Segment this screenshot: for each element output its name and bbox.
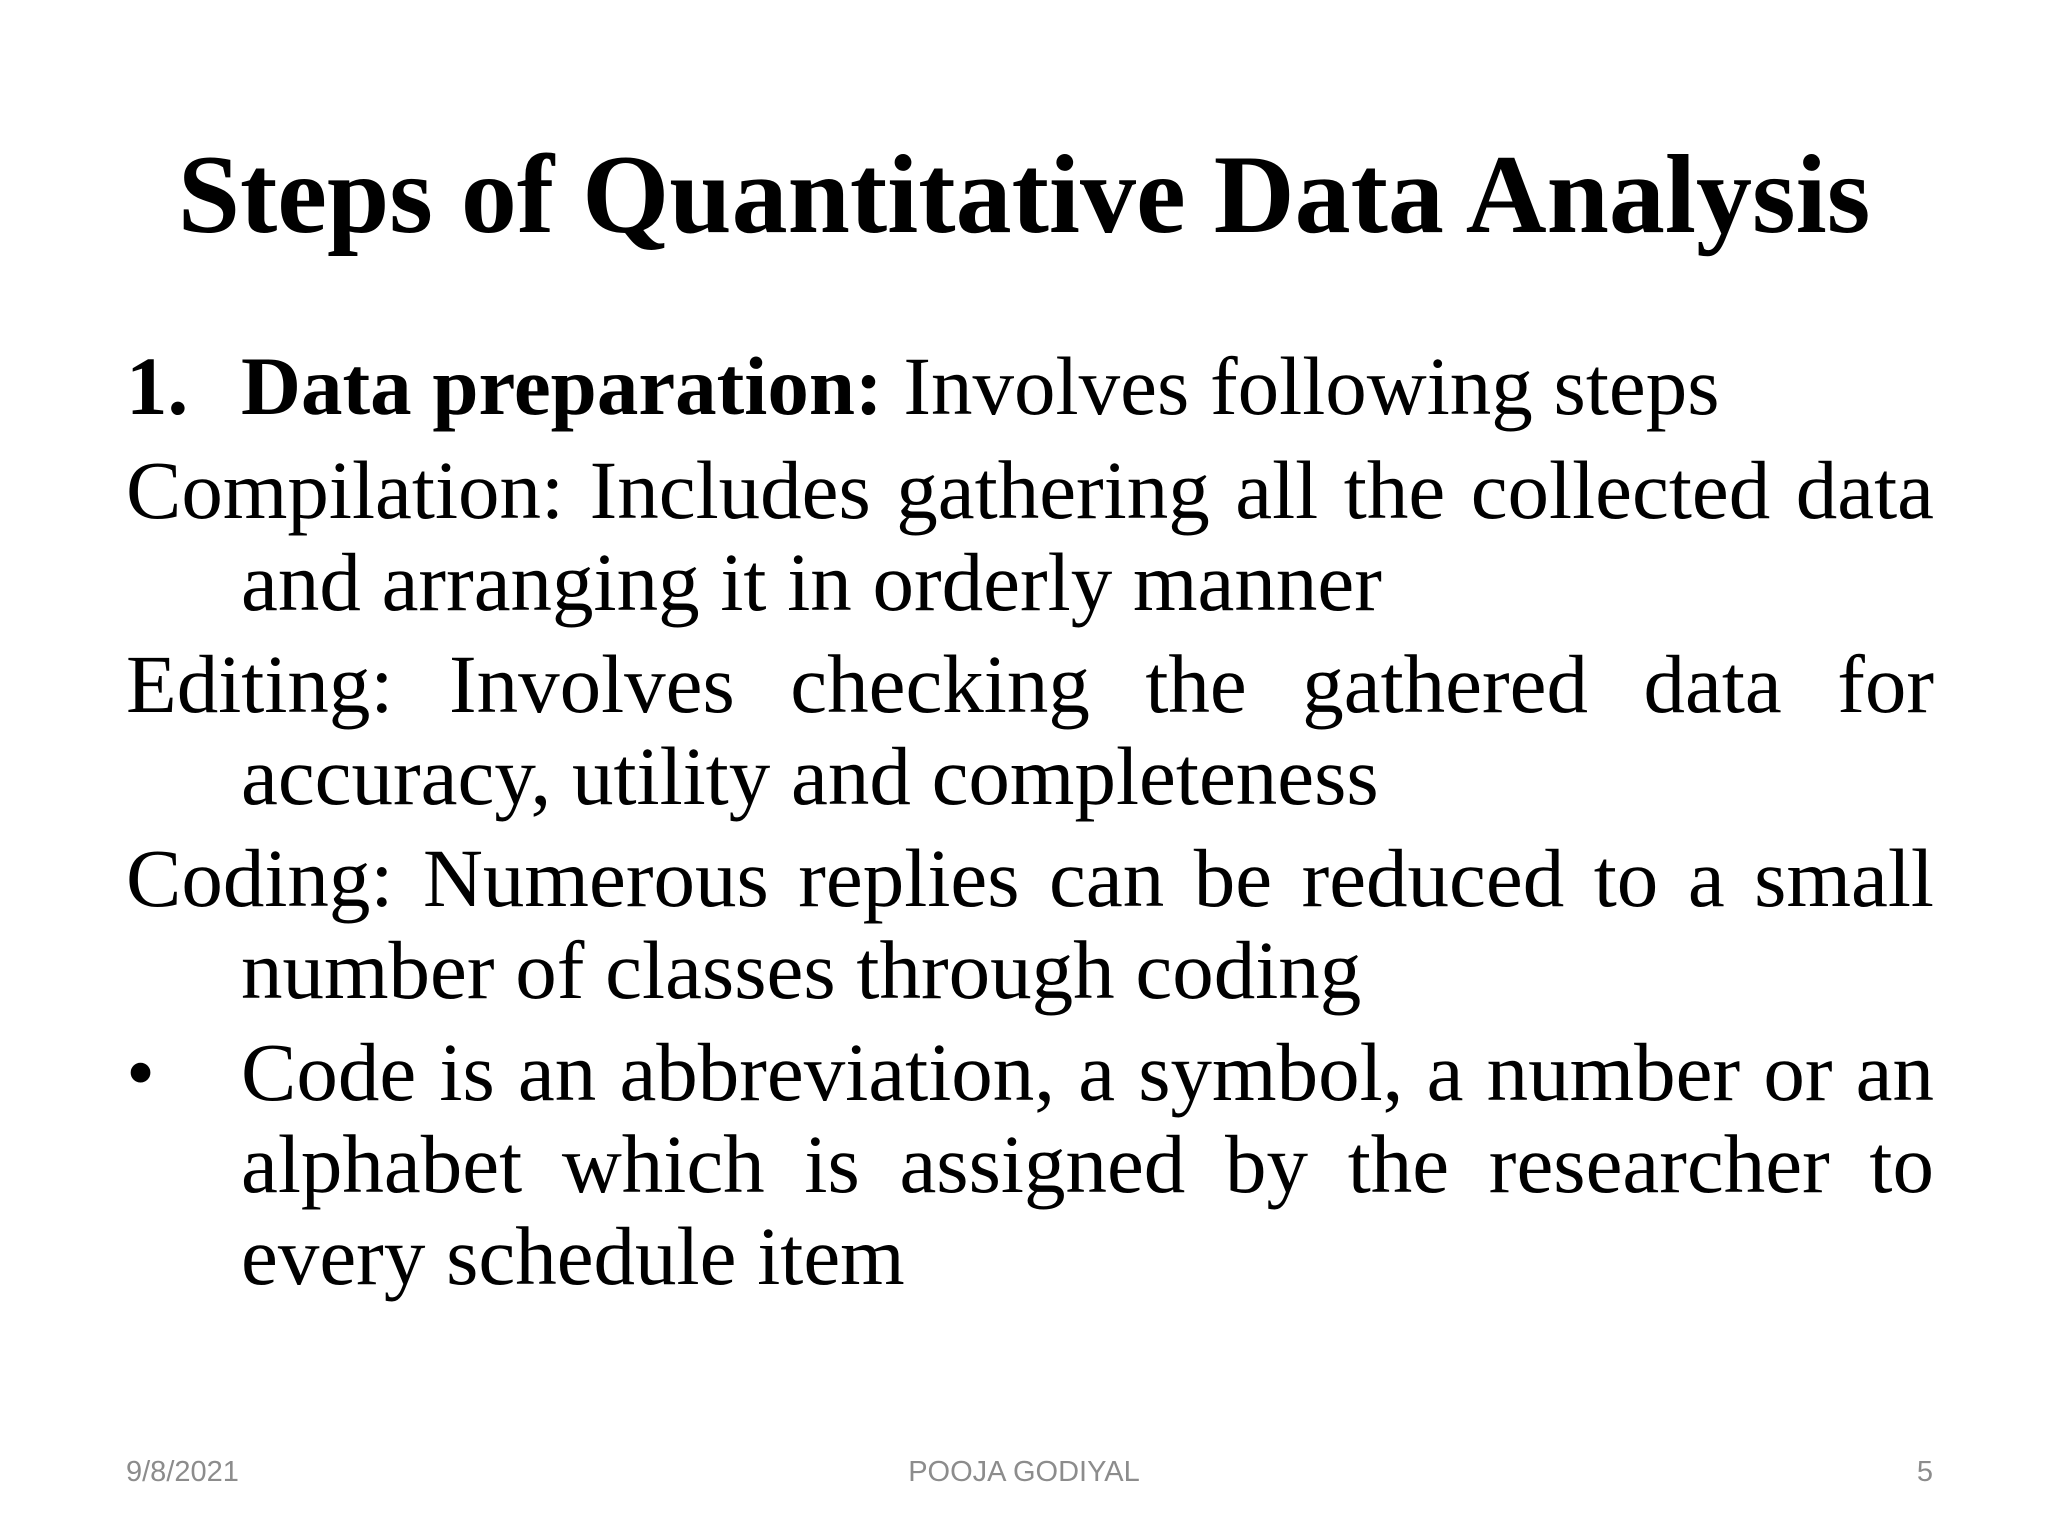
slide-body	[126, 340, 1934, 1312]
footer-author: POOJA GODIYAL	[908, 1456, 1140, 1488]
paragraph-coding: Coding: Numerous replies can be reduced to a small number of classes through coding	[126, 832, 1934, 1016]
numbered-heading	[126, 340, 1934, 432]
list-number: 1.	[126, 340, 189, 432]
bullet-icon: •	[126, 1026, 156, 1118]
paragraph-compilation: Compilation: Includes gathering all the collected data and arranging it in orderly manner	[126, 444, 1934, 628]
heading-text: Involves following steps	[882, 340, 1720, 432]
footer-date: 9/8/2021	[126, 1456, 239, 1488]
slide-title: Steps of Quantitative Data Analysis	[177, 133, 1871, 257]
bullet-item	[126, 1026, 1934, 1302]
heading-bold-label: Data preparation:	[241, 340, 883, 432]
footer-page-number: 5	[1916, 1456, 1933, 1488]
paragraph-editing: Editing: Involves checking the gathered data for accuracy, utility and completeness	[126, 638, 1934, 822]
bullet-text: Code is an abbreviation, a symbol, a number or an alphabet which is assigned by the researcher to every schedule item	[241, 1026, 1934, 1302]
